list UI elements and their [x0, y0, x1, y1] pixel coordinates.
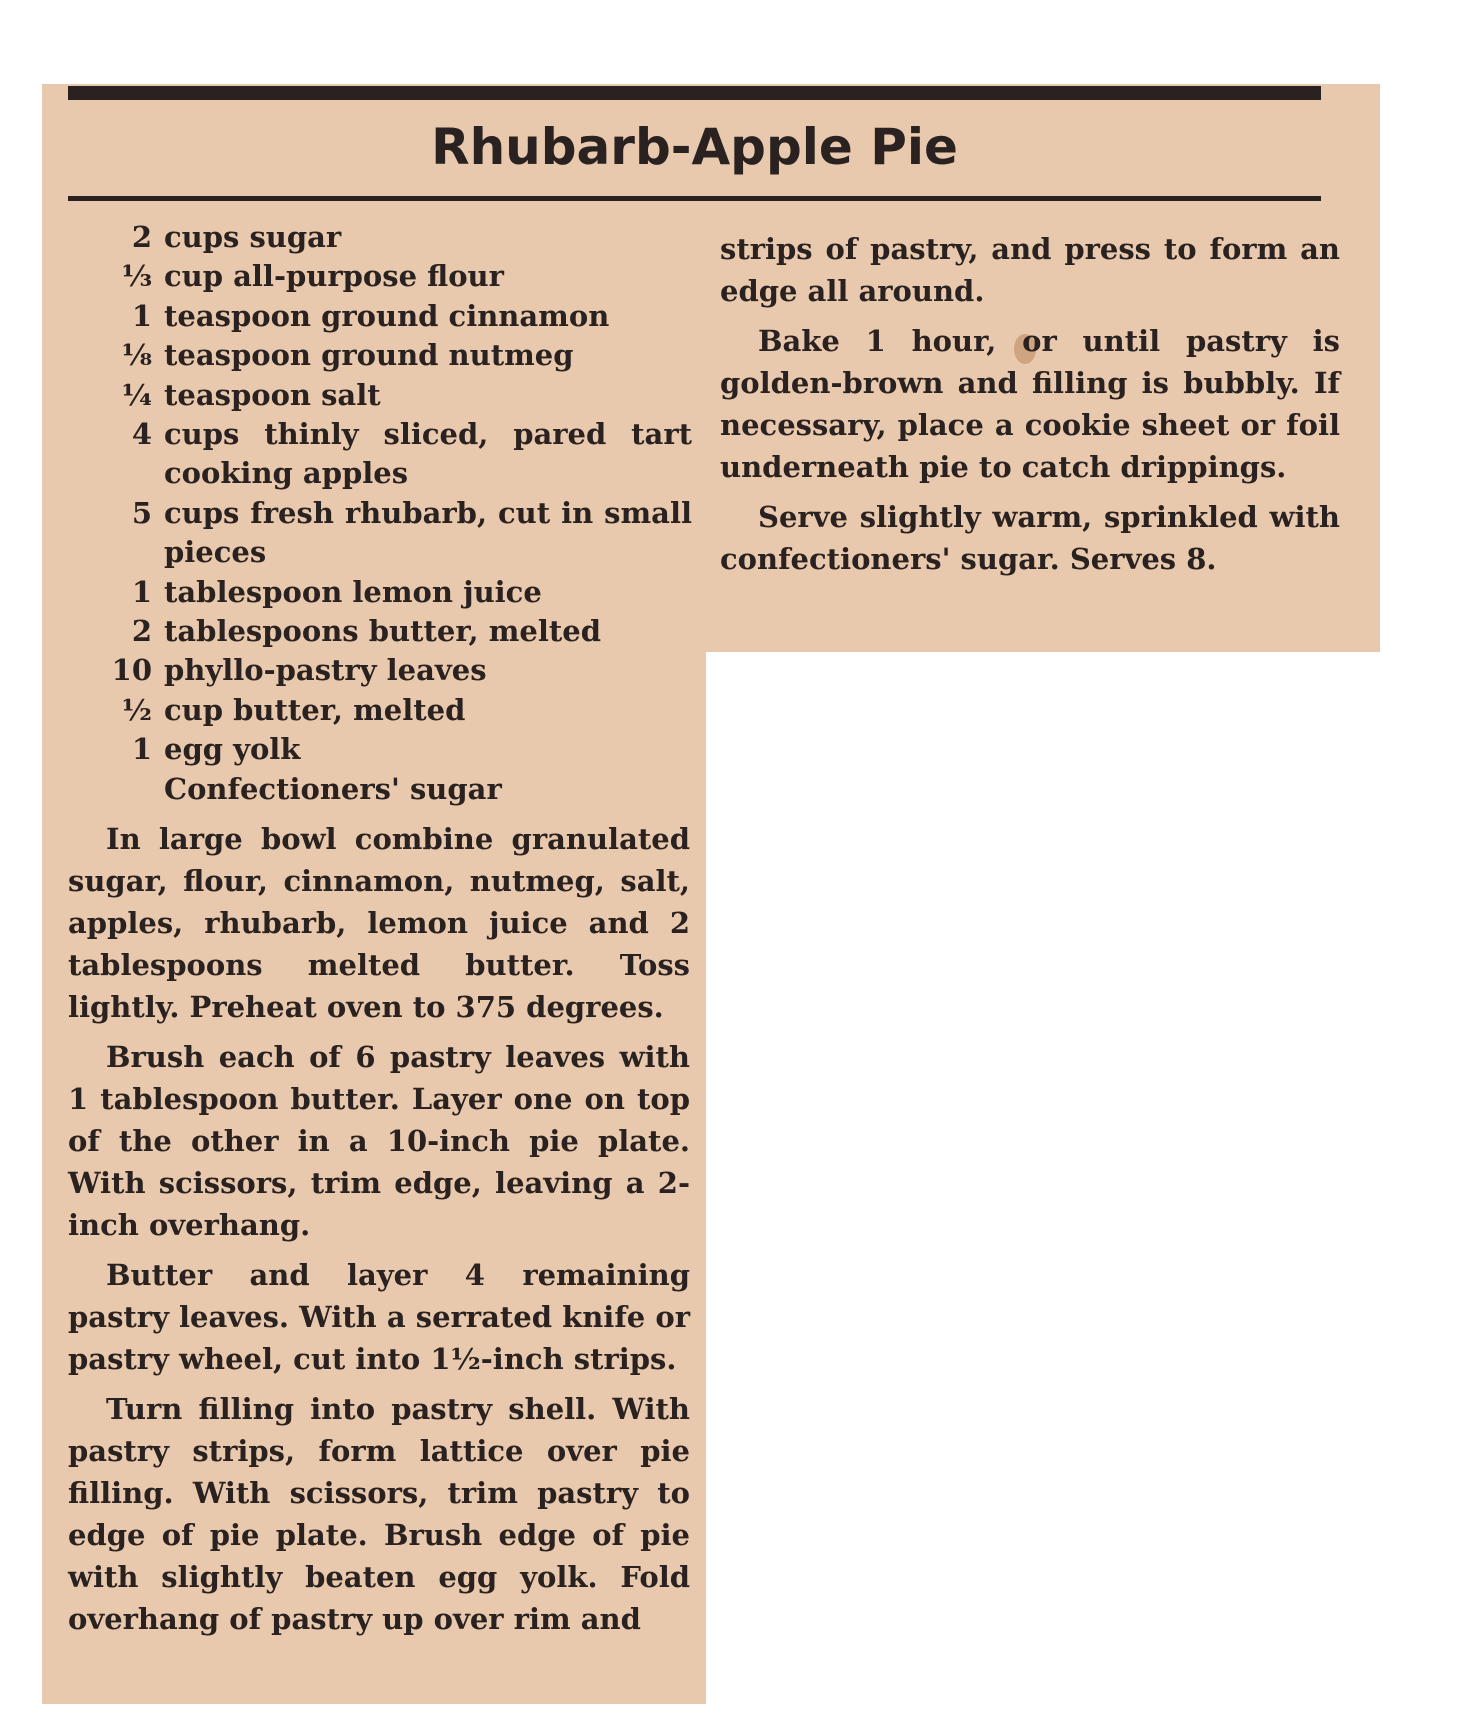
ingredient-quantity: ⅓ [121, 259, 152, 294]
ingredient-quantity: 1 [131, 732, 152, 767]
instruction-paragraph: Butter and layer 4 remaining pastry leaves. With a serrated knife or pastry wheel, cut into 1½-inch strips. [68, 1258, 690, 1376]
ingredient-text: cups thinly sliced, pared tart cooking apples [164, 417, 692, 491]
instruction-paragraph: Serve slightly warm, sprinkled with confectioners' sugar. Serves 8. [720, 500, 1340, 576]
ingredient-item [96, 376, 692, 415]
ingredient-quantity: ⅛ [121, 338, 152, 373]
ingredient-text: teaspoon ground nutmeg [164, 338, 574, 373]
instruction-paragraph-continued: strips of pastry, and press to form an edge all around. [720, 232, 1340, 308]
ingredient-text: Confectioners' sugar [164, 771, 502, 806]
ingredient-list [96, 218, 692, 809]
instructions-right-column [720, 228, 1340, 588]
ingredient-quantity: ½ [121, 692, 152, 727]
ingredient-item [96, 730, 692, 769]
ingredient-text: cups fresh rhubarb, cut in small pieces [164, 495, 692, 570]
ingredient-quantity: 5 [131, 495, 152, 530]
ingredient-text: cup butter, melted [164, 692, 466, 727]
ingredient-item [96, 257, 692, 296]
ingredient-text: cup all-purpose flour [164, 259, 504, 294]
ingredient-quantity: 2 [131, 614, 152, 649]
instruction-paragraph: Brush each of 6 pastry leaves with 1 tablespoon butter. Layer one on top of the other in a 10-inch pie plate. With scissors, trim edge, leaving a 2-inch overhang. [68, 1040, 690, 1242]
header-rule-thin [68, 196, 1321, 201]
ingredient-quantity: 2 [131, 220, 152, 254]
instruction-paragraph: In large bowl combine granulated sugar, flour, cinnamon, nutmeg, salt, apples, rhubarb, lemon juice and 2 tablespoons melted butter. Toss lightly. Preheat oven to 375 degrees. [68, 822, 690, 1024]
instructions-left-column [68, 818, 690, 1648]
ingredient-quantity: 1 [131, 298, 152, 333]
ingredient-item [96, 494, 692, 573]
instruction-paragraph: Bake 1 hour, or until pastry is golden-brown and filling is bubbly. If necessary, place a cookie sheet or foil underneath pie to catch drippings. [720, 324, 1340, 484]
instruction-paragraph: Turn filling into pastry shell. With pastry strips, form lattice over pie filling. With scissors, trim pastry to edge of pie plate. Brush edge of pie with slightly beaten egg yolk. Fold overhang of pastry up over rim and [68, 1392, 690, 1636]
ingredient-text: phyllo-pastry leaves [164, 653, 487, 688]
ingredient-item [96, 336, 692, 375]
ingredient-text: cups sugar [164, 220, 342, 254]
ingredient-item [96, 573, 692, 612]
ingredient-item [96, 651, 692, 690]
ingredient-quantity: 10 [111, 653, 152, 688]
ingredient-text: teaspoon salt [164, 377, 381, 412]
ingredient-text: tablespoons butter, melted [164, 614, 601, 649]
ingredient-quantity: ¼ [121, 377, 152, 412]
ingredient-text: egg yolk [164, 732, 301, 767]
ingredient-item [96, 218, 692, 257]
ingredient-item [96, 691, 692, 730]
ingredient-item [96, 612, 692, 651]
ingredient-item [96, 415, 692, 494]
header-rule-thick [68, 86, 1321, 100]
ingredient-item [96, 297, 692, 336]
recipe-title: Rhubarb-Apple Pie [431, 118, 958, 176]
ingredient-item [96, 770, 692, 809]
ingredient-text: tablespoon lemon juice [164, 574, 542, 609]
ingredient-quantity: 1 [131, 574, 152, 609]
ingredient-quantity: 4 [131, 417, 152, 452]
ingredient-text: teaspoon ground cinnamon [164, 298, 610, 333]
